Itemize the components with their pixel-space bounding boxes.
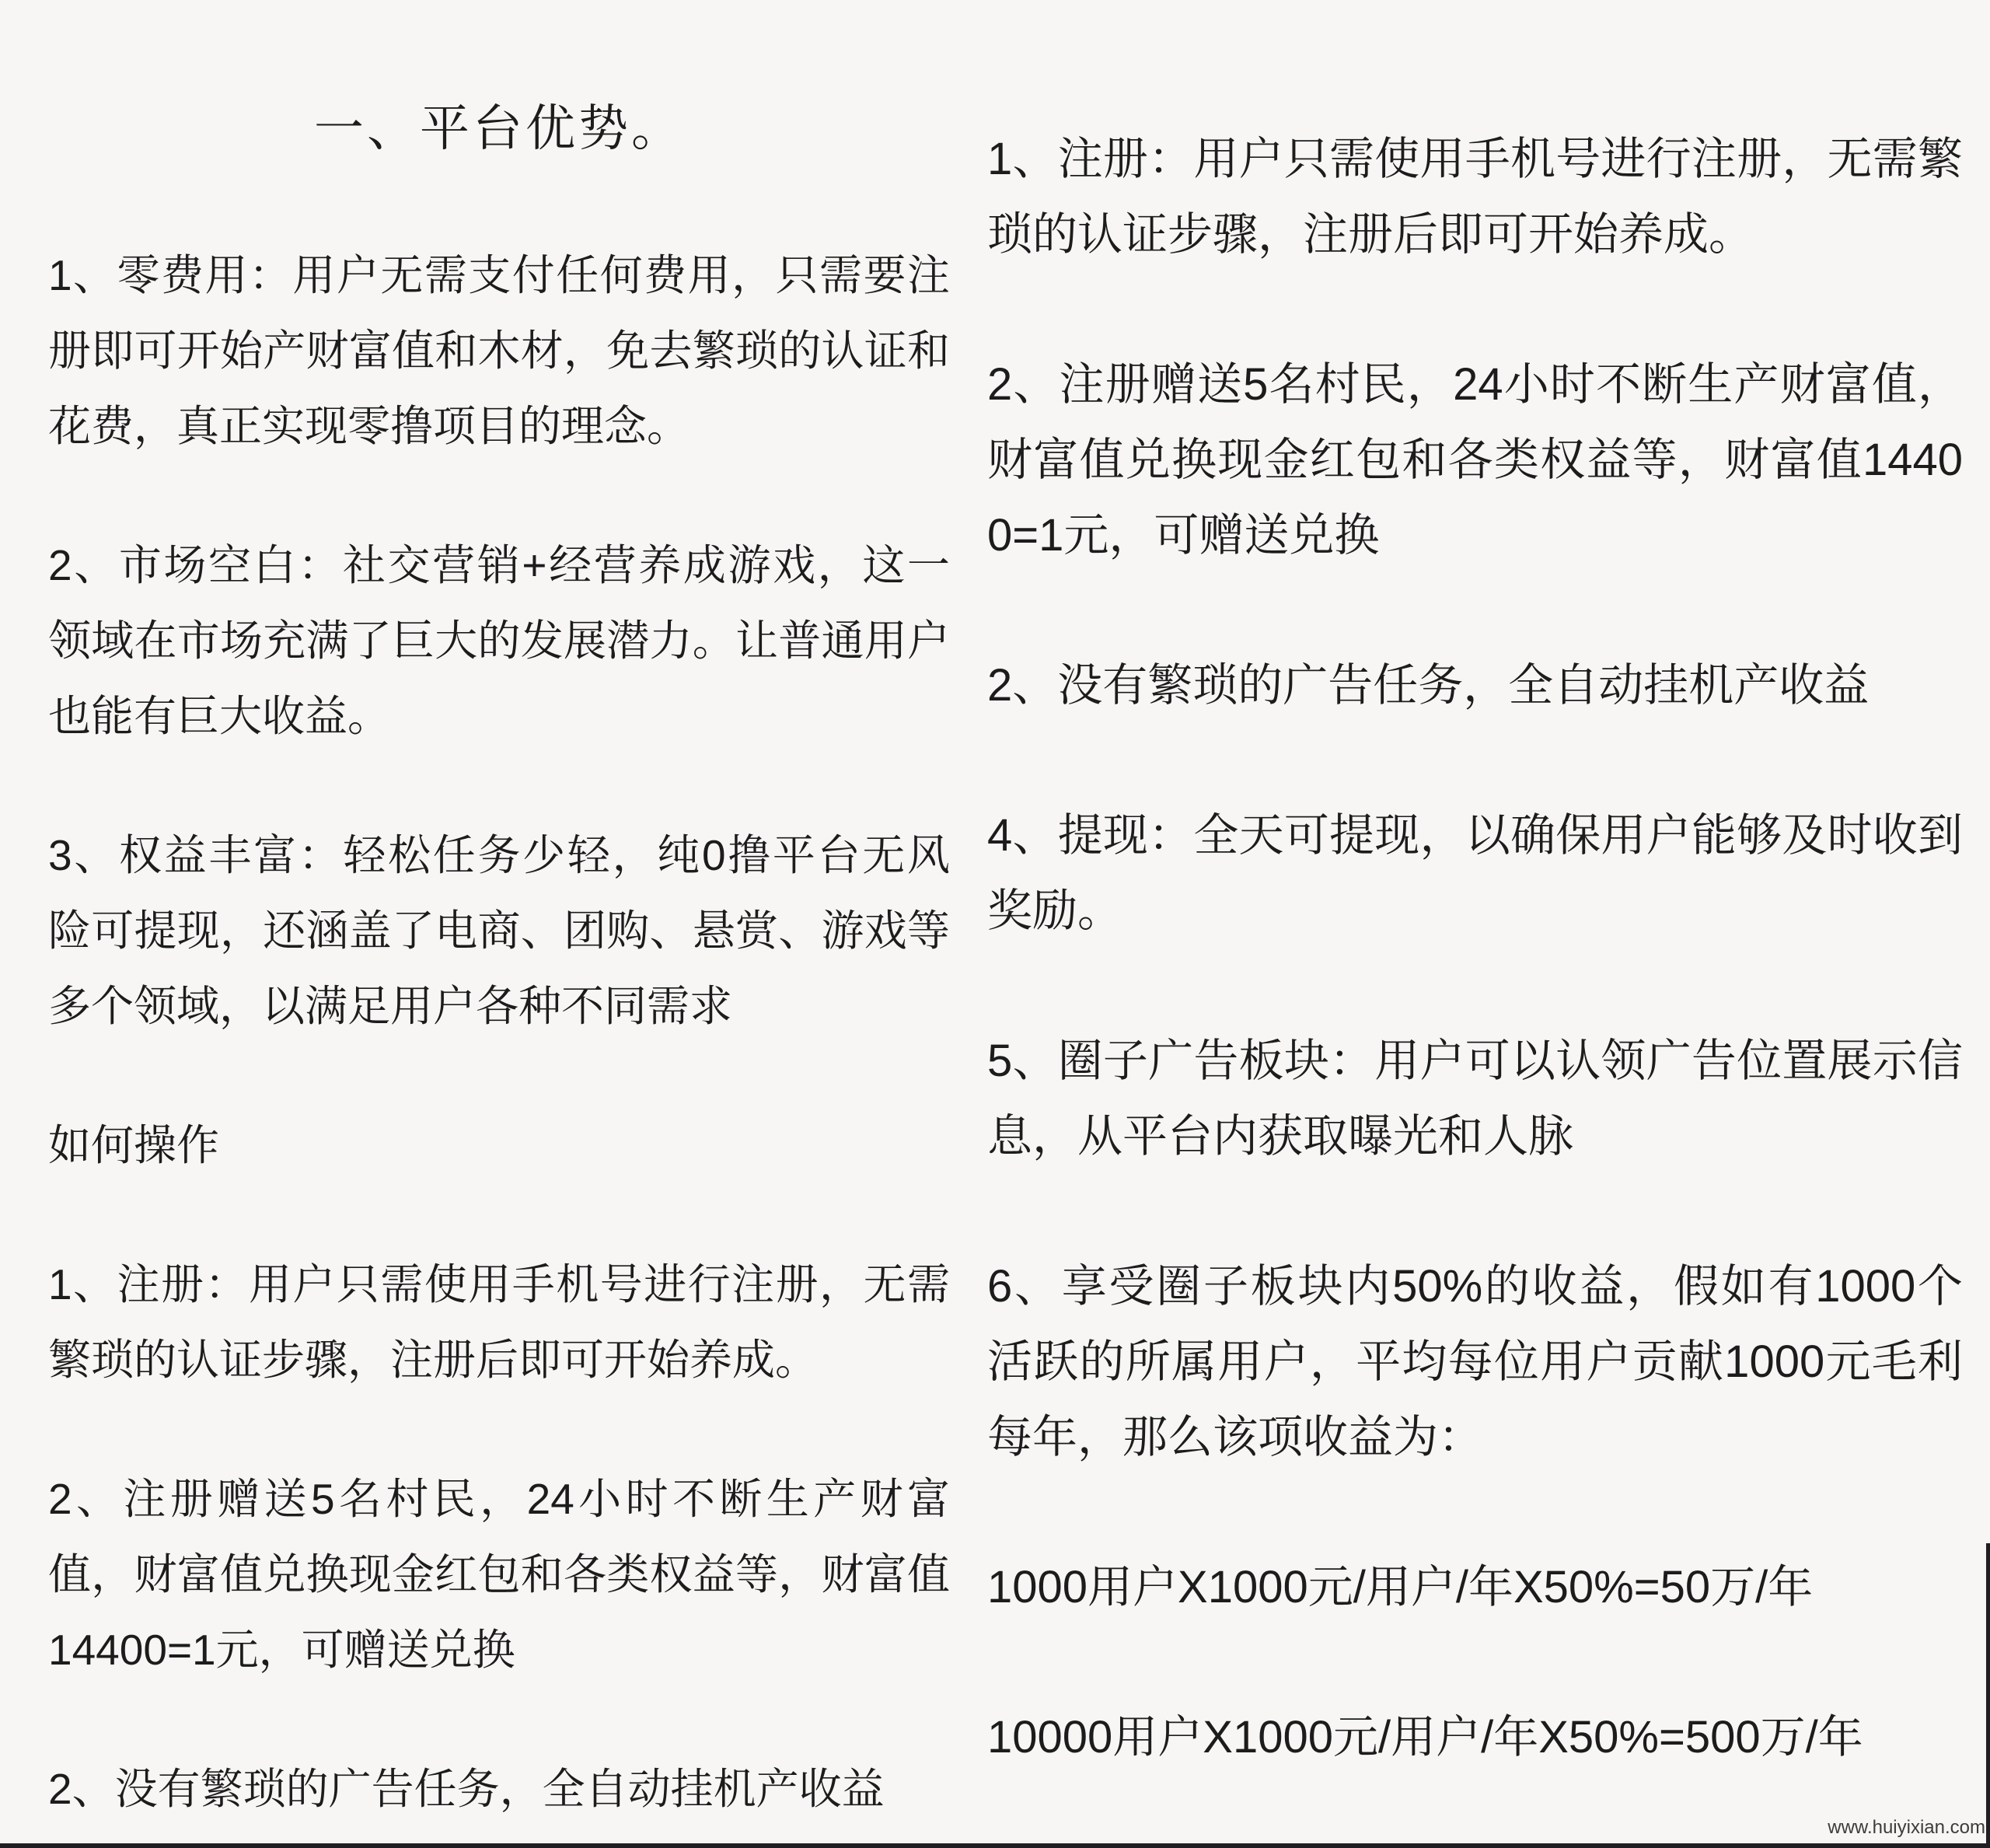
paragraph: 6、享受圈子板块内50%的收益，假如有1000个活跃的所属用户，平均每位用户贡献1000元毛利每年，那么该项收益为： <box>987 1261 1963 1462</box>
left-column <box>48 91 950 1827</box>
page-title: 一、平台优势。 <box>314 100 684 156</box>
paragraph: 4、提现：全天可提现，以确保用户能够及时收到奖励。 <box>987 810 1963 936</box>
paragraph: 2、没有繁琐的广告任务，全自动挂机产收益 <box>987 660 1870 711</box>
paragraph: 1、注册：用户只需使用手机号进行注册，无需繁琐的认证步骤，注册后即可开始养成。 <box>987 134 1963 260</box>
right-column <box>987 121 1963 1775</box>
paragraph: 1、注册：用户只需使用手机号进行注册，无需繁琐的认证步骤，注册后即可开始养成。 <box>48 1260 950 1384</box>
paragraph: 2、没有繁琐的广告任务，全自动挂机产收益 <box>48 1765 885 1813</box>
paragraph: 2、注册赠送5名村民，24小时不断生产财富值，财富值兑换现金红包和各类权益等，财富值14400=1元，可赠送兑换 <box>987 359 1963 561</box>
formula-line: 10000用户X1000元/用户/年X50%=500万/年 <box>987 1712 1863 1762</box>
photo-bottom-edge <box>0 1843 1990 1848</box>
watermark: www.huiyixian.com <box>1828 1817 1985 1838</box>
paragraph: 3、权益丰富：轻松任务少轻，纯0撸平台无风险可提现，还涵盖了电商、团购、悬赏、游戏等多个领域，以满足用户各种不同需求 <box>48 831 950 1030</box>
paragraph: 2、市场空白：社交营销+经营养成游戏，这一领域在市场充满了巨大的发展潜力。让普通用户也能有巨大收益。 <box>48 541 950 740</box>
section-heading: 如何操作 <box>48 1121 220 1169</box>
formula-line: 1000用户X1000元/用户/年X50%=50万/年 <box>987 1562 1814 1612</box>
paragraph: 1、零费用：用户无需支付任何费用，只需要注册即可开始产财富值和木材，免去繁琐的认证和花费，真正实现零撸项目的理念。 <box>48 251 950 450</box>
paragraph: 5、圈子广告板块：用户可以认领广告位置展示信息，从平台内获取曝光和人脉 <box>987 1036 1963 1162</box>
paragraph: 2、注册赠送5名村民，24小时不断生产财富值，财富值兑换现金红包和各类权益等，财富值14400=1元，可赠送兑换 <box>48 1475 950 1674</box>
photo-right-edge <box>1986 1543 1990 1848</box>
